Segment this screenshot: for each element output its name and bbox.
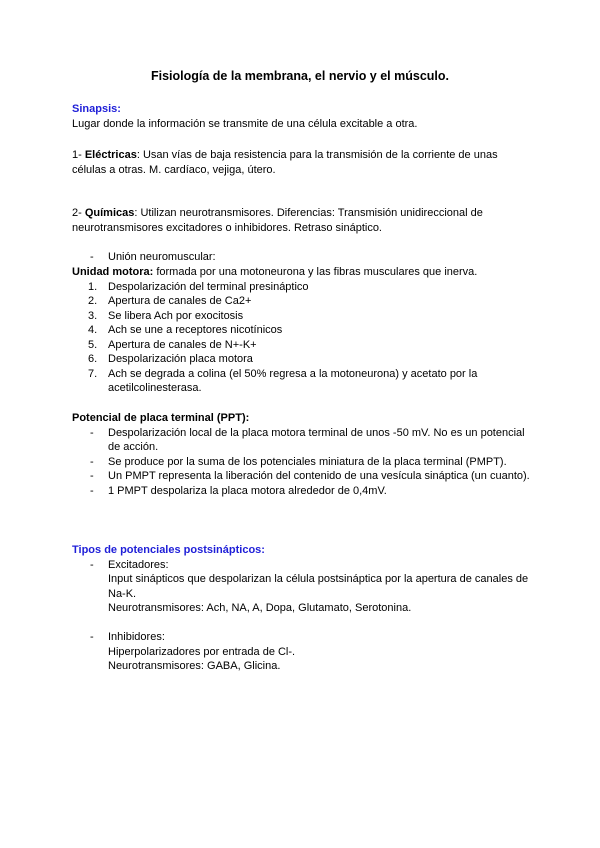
list-item <box>72 426 532 455</box>
list-item <box>72 309 532 324</box>
union-neuromuscular-item <box>72 250 532 265</box>
list-item <box>72 367 532 396</box>
excitadores-desc: Input sinápticos que despolarizan la célula postsináptica por la apertura de canales de Na-K. <box>108 573 529 600</box>
dash-marker: - <box>90 484 94 497</box>
quimicas-paragraph <box>72 206 532 235</box>
electricas-text: : Usan vías de baja resistencia para la transmisión de la corriente de unas células a otras. M. cardíaco, vejiga, útero. <box>72 149 498 176</box>
unidad-motora-label: Unidad motora: <box>72 266 154 278</box>
list-item <box>72 323 532 338</box>
ppt-section <box>72 411 532 498</box>
excitadores-neurotransmisores: Neurotransmisores: Ach, NA, A, Dopa, Glutamato, Serotonina. <box>108 602 412 614</box>
dash-marker: - <box>90 631 94 643</box>
electricas-prefix: 1- <box>72 149 85 161</box>
list-item <box>72 280 532 295</box>
list-item <box>72 338 532 353</box>
list-item <box>72 469 532 484</box>
tipos-list <box>72 558 532 674</box>
ppt-item-text: Un PMPT representa la liberación del contenido de una vesícula sináptica (un cuanto). <box>108 470 530 482</box>
step-text: Apertura de canales de Ca2+ <box>108 295 252 307</box>
step-number: 4. <box>88 324 98 336</box>
step-text: Despolarización del terminal presináptico <box>108 280 309 293</box>
dash-marker: - <box>90 470 94 482</box>
step-text: Se libera Ach por exocitosis <box>108 309 244 322</box>
electricas-paragraph <box>72 148 532 177</box>
quimicas-label: Químicas <box>84 207 135 219</box>
list-item <box>72 484 532 499</box>
ppt-item-text: 1 PMPT despolariza la placa motora alrededor de 0,4mV. <box>108 484 387 497</box>
step-text: Ach se une a receptores nicotínicos <box>108 324 283 336</box>
spacer <box>72 616 532 631</box>
ppt-heading: Potencial de placa terminal (PPT): <box>72 412 250 424</box>
dash-marker: - <box>90 558 94 571</box>
step-text: Ach se degrada a colina (el 50% regresa a la motoneurona) y acetato por la acetilcolinesterasa. <box>108 367 478 394</box>
step-number: 5. <box>88 338 98 351</box>
list-item <box>72 250 532 265</box>
inhibidores-label: Inhibidores: <box>108 631 165 643</box>
electricas-label: Eléctricas <box>84 149 137 161</box>
tipos-heading: Tipos de potenciales postsinápticos: <box>72 544 265 556</box>
sinapsis-heading: Sinapsis: <box>72 103 121 115</box>
unidad-motora-section <box>72 265 532 396</box>
list-item <box>72 455 532 470</box>
unidad-motora-steps <box>72 280 532 396</box>
ppt-item-text: Se produce por la suma de los potenciales miniatura de la placa terminal (PMPT). <box>108 455 507 468</box>
quimicas-prefix: 2- <box>72 207 85 219</box>
list-item <box>72 630 532 674</box>
step-number: 1. <box>88 280 98 293</box>
list-item <box>72 294 532 309</box>
document-title: Fisiología de la membrana, el nervio y el músculo. <box>150 69 449 83</box>
ppt-list <box>72 426 532 499</box>
step-text: Despolarización placa motora <box>108 353 253 365</box>
step-number: 3. <box>88 309 98 322</box>
quimicas-text: : Utilizan neurotransmisores. Diferencias: Transmisión unidireccional de neurotransmisores excitadores o inhibidores. Retraso sináptico. <box>72 207 483 234</box>
tipos-section <box>72 543 532 674</box>
step-text: Apertura de canales de N+-K+ <box>108 338 257 351</box>
dash-marker: - <box>90 426 94 439</box>
dash-marker: - <box>90 455 94 468</box>
step-number: 2. <box>88 295 98 307</box>
list-item <box>72 558 532 616</box>
unidad-motora-text: formada por una motoneurona y las fibras musculares que inerva. <box>153 266 478 278</box>
list-item <box>72 352 532 367</box>
inhibidores-neurotransmisores: Neurotransmisores: GABA, Glicina. <box>108 660 281 672</box>
excitadores-label: Excitadores: <box>108 558 169 571</box>
step-number: 7. <box>88 367 98 380</box>
step-number: 6. <box>88 353 98 365</box>
union-text: Unión neuromuscular: <box>108 251 216 263</box>
sinapsis-section <box>72 102 532 131</box>
sinapsis-definition: Lugar donde la información se transmite de una célula excitable a otra. <box>72 117 418 130</box>
inhibidores-desc: Hiperpolarizadores por entrada de Cl-. <box>108 645 296 658</box>
ppt-item-text: Despolarización local de la placa motora terminal de unos -50 mV. No es un potencial de acción. <box>108 426 525 453</box>
dash-marker: - <box>90 251 94 263</box>
